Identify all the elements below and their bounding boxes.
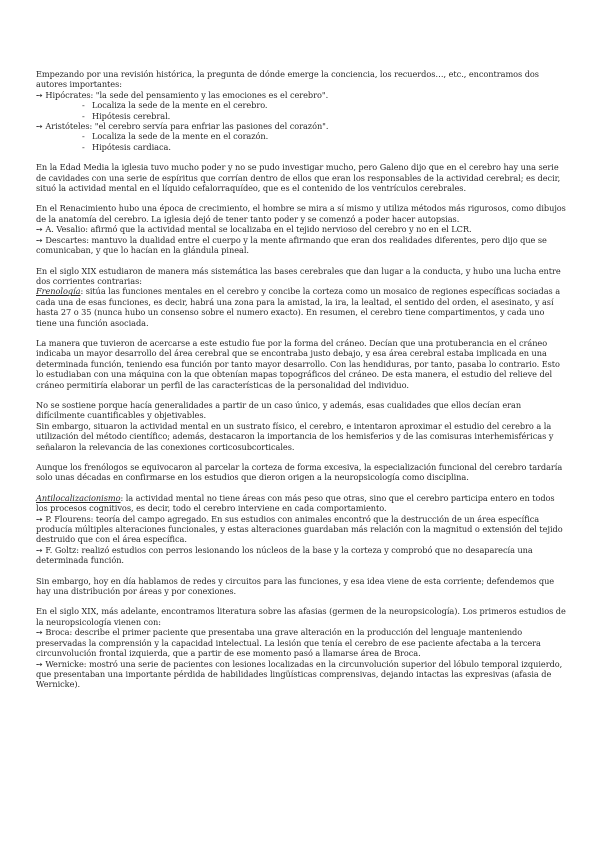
descartes-line: ➙ Descartes: mantuvo la dualidad entre el cuerpo y la mente afirmando que eran dos realidades diferentes, pero dijo que se comunicaban, y que lo hacían en la glándula pineal.	[36, 234, 547, 256]
vesalio-line: ➙ A. Vesalio: afirmó que la actividad mental se localizaba en el tejido nervioso del cerebro y no en el LCR.	[36, 224, 472, 235]
frenologia-term: Frenología	[36, 286, 81, 297]
intro-paragraph: Empezando por una revisión histórica, la pregunta de dónde emerge la conciencia, los recuerdos…, etc., encontramos dos autores importantes:	[36, 69, 539, 90]
craneo-paragraph: La manera que tuvieron de acercarse a este estudio fue por la forma del cráneo. Decían que una protuberancia en el cráneo indicaba un mayor desarrollo del área cerebral que se encontraba justo debajo, y esa área cerebral estaba implicada en una determinada función, teniendo esa función por tanto mayor desarrollo. Con las hendiduras, por tanto, pasaba lo contrario. Esto lo estudiaban con una máquina con la que obtenían mapas topográficos del cráneo. De esta manera, el estudio del relieve del cráneo permitiría elaborar un perfil de las características de la personalidad del individuo.	[36, 337, 560, 390]
edad-media-paragraph: En la Edad Media la iglesia tuvo mucho poder y no se pudo investigar mucho, pero Galeno dijo que en el cerebro hay una serie de cavidades con una serie de espíritus que corrían dentro de ellos que eran los responsables de la actividad cerebral; es decir, situó la actividad mental en el líquido cefalorraquídeo, que es el contenido de los ventrículos cerebrales.	[36, 162, 561, 194]
aristoteles-sub-2: - Hipótesis cardiaca.	[36, 142, 566, 152]
antilocalizacionismo-text: : la actividad mental no tiene áreas con más peso que otras, sino que el cerebro participa entero en todos los procesos cognitivos, es decir, todo el cerebro interviene en cada comportamiento.	[36, 492, 555, 514]
antilocalizacionismo-term: Antilocalizacionismo	[36, 492, 121, 503]
flourens-line: ➙ P. Flourens: teoría del campo agregado. En sus estudios con animales encontró que la destrucción de un área específica producía múltiples alteraciones funcionales, y estas alteraciones guardaban más relación con la magnitud o extensión del tejido destruido que con el área específica.	[36, 513, 563, 545]
sin-embargo-paragraph-1: Sin embargo, situaron la actividad mental en un sustrato físico, el cerebro, e intentaron aproximar el estudio del cerebro a la utilización del método científico; además, destacaron la importancia de los hemisferios y de las comisuras interhemisféricas y señalaron la relevancia de las conexiones corticosubcorticales.	[36, 420, 554, 452]
frenologia-paragraph	[36, 286, 566, 328]
aristoteles-line: ➙ Aristóteles: "el cerebro servía para enfriar las pasiones del corazón".	[36, 121, 329, 132]
antilocalizacionismo-paragraph	[36, 493, 566, 514]
wernicke-line: ➙ Wernicke: mostró una serie de pacientes con lesiones localizadas en la circunvolución superior del lóbulo temporal izquierdo, que presentaban una importante pérdida de habilidades lingüísticas comprensivas, dejando intactas las expresivas (afasia de Wernicke).	[36, 658, 563, 690]
no-sostiene-paragraph: No se sostiene porque hacía generalidades a partir de un caso único, y además, esas cualidades que ellos decían eran difícilmente cuantificables y objetivables.	[36, 399, 522, 421]
hipocrates-sub-2: - Hipótesis cerebral.	[36, 111, 566, 121]
sin-embargo-paragraph-2: Sin embargo, hoy en día hablamos de redes y circuitos para las funciones, y esa idea viene de esta corriente; defendemos que hay una distribución por áreas y por conexiones.	[36, 575, 555, 597]
renacimiento-paragraph: En el Renacimiento hubo una época de crecimiento, el hombre se mira a sí mismo y utiliza métodos más rigurosos, como dibujos de la anatomía del cerebro. La iglesia dejó de tener tanto poder y se comenzó a poder hacer autopsias.	[36, 203, 566, 224]
aristoteles-sub-1: - Localiza la sede de la mente en el corazón.	[36, 131, 566, 141]
hipocrates-sub-1: - Localiza la sede de la mente en el cerebro.	[36, 100, 566, 110]
frenologia-text: : sitúa las funciones mentales en el cerebro y concibe la corteza como un mosaico de regiones específicas sociadas a cada una de esas funciones, es decir, habrá una zona para la amistad, la ira, la lealtad, el sentido del orden, el asesinato, y así hasta 27 o 35 (nunca hubo un consenso sobre el numero exacto). En resumen, el cerebro tiene compartimentos, y cada uno tiene una función asociada.	[36, 286, 561, 328]
broca-line: ➙ Broca: describe el primer paciente que presentaba una grave alteración en la producción del lenguaje manteniendo preservadas la comprensión y la capacidad intelectual. La lesión que tenía el cerebro de ese paciente afectaba a la tercera circunvolución frontal izquierda, que a partir de ese momento pasó a llamarse área de Broca.	[36, 627, 541, 659]
hipocrates-line: ➙ Hipócrates: "la sede del pensamiento y las emociones es el cerebro".	[36, 89, 329, 100]
goltz-line: ➙ F. Goltz: realizó estudios con perros lesionando los núcleos de la base y la corteza y comprobó que no desaparecía una determinada función.	[36, 544, 533, 566]
document-page	[36, 69, 566, 690]
afasias-paragraph: En el siglo XIX, más adelante, encontramos literatura sobre las afasias (germen de la neuropsicología). Los primeros estudios de la neuropsicología vienen con:	[36, 606, 566, 627]
siglo-xix-paragraph: En el siglo XIX estudiaron de manera más sistemática las bases cerebrales que dan lugar a la conducta, y hubo una lucha entre dos corrientes contrarias:	[36, 265, 561, 286]
aunque-paragraph: Aunque los frenólogos se equivocaron al parcelar la corteza de forma excesiva, la especialización funcional del cerebro tardaría solo unas décadas en confirmarse en los estudios que dieron origen a la neuropsicología como disciplina.	[36, 462, 563, 483]
